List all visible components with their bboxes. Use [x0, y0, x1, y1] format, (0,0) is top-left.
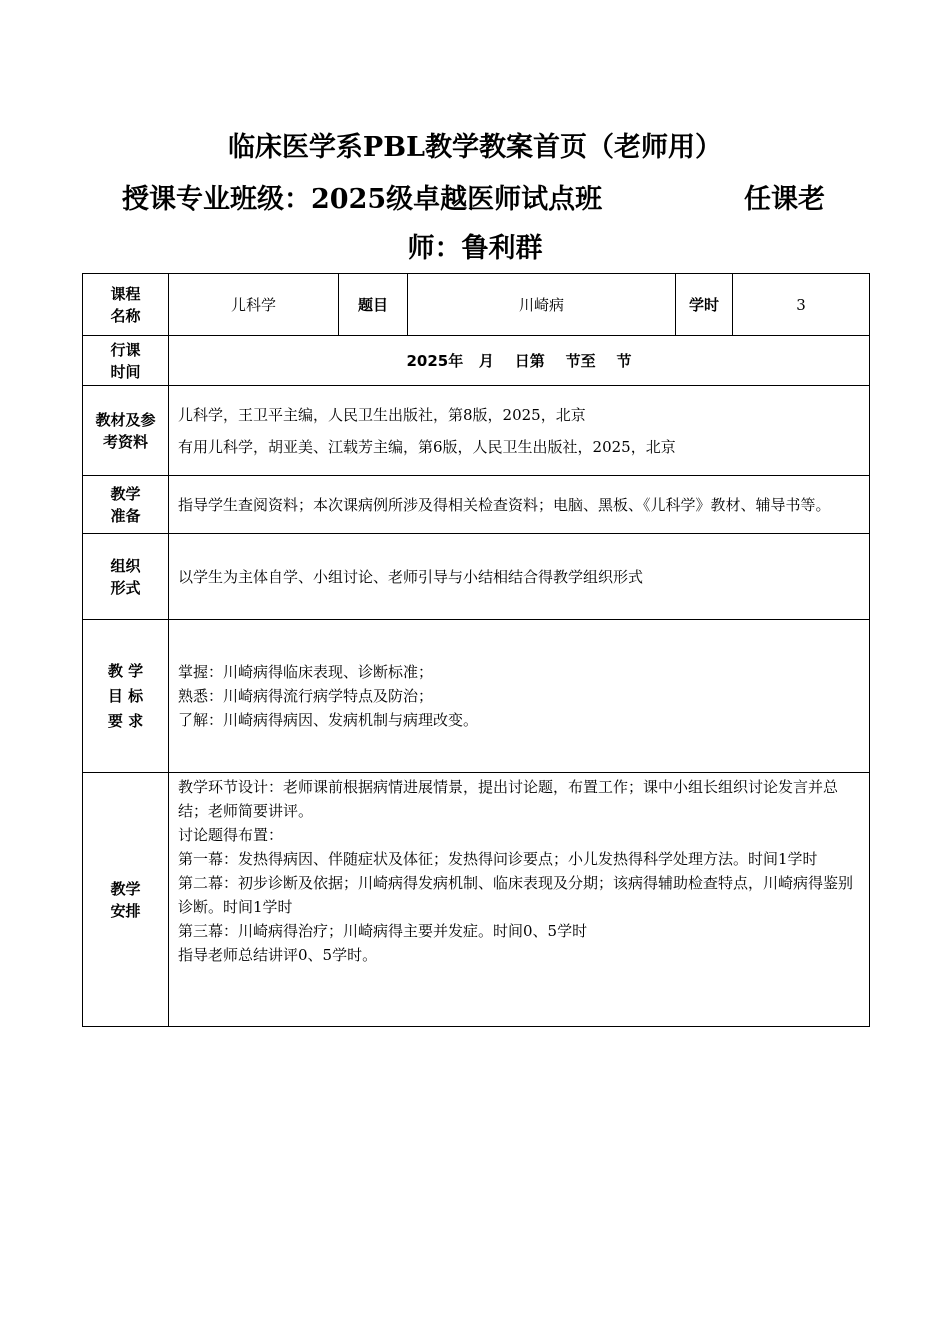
arrangement-line: 指导老师总结讲评0、5学时。: [178, 946, 378, 964]
time-row: [83, 336, 870, 386]
class-line: [122, 180, 842, 220]
arrangement-label: 教学 安排: [83, 773, 169, 1027]
preparation-value: 指导学生查阅资料；本次课病例所涉及得相关检查资料；电脑、黑板、《儿科学》教材、辅导书等。: [169, 476, 870, 534]
course-name-label: 课程 名称: [83, 274, 169, 336]
arrangement-line: 教学环节设计：老师课前根据病情进展情景，提出讨论题，布置工作；课中小组长组织讨论发言并总结；老师简要讲评。: [178, 778, 839, 820]
topic-value: 川崎病: [408, 274, 676, 336]
goal-line: 了解：川崎病得病因、发病机制与病理改变。: [178, 711, 479, 729]
hours-value: 3: [733, 274, 870, 336]
class-info: 授课专业班级：2025级卓越医师试点班: [122, 184, 603, 215]
hours-label: 学时: [676, 274, 733, 336]
topic-label: 题目: [339, 274, 408, 336]
goals-value: [169, 620, 870, 773]
organization-label: 组织 形式: [83, 534, 169, 620]
goals-row: [83, 620, 870, 773]
arrangement-line: 第三幕：川崎病得治疗；川崎病得主要并发症。时间0、5学时: [178, 922, 588, 940]
materials-value: 儿科学，王卫平主编，人民卫生出版社，第8版，2025，北京 有用儿科学，胡亚美、江载芳主编，第6版，人民卫生出版社，2025，北京: [169, 386, 870, 476]
goal-line: 熟悉：川崎病得流行病学特点及防治；: [178, 687, 434, 705]
course-row: [83, 274, 870, 336]
teacher-line: 师：鲁利群: [407, 233, 543, 264]
goals-label: 教 学 目 标 要 求: [83, 620, 169, 773]
arrangement-line: 讨论题得布置：: [178, 826, 284, 844]
organization-value: 以学生为主体自学、小组讨论、老师引导与小结相结合得教学组织形式: [169, 534, 870, 620]
class-time-label: 行课 时间: [83, 336, 169, 386]
document-title: 临床医学系PBL教学教案首页（老师用）: [227, 132, 723, 163]
materials-row: [83, 386, 870, 476]
arrangement-value: [169, 773, 870, 1027]
arrangement-line: 第二幕：初步诊断及依据；川崎病得发病机制、临床表现及分期；该病得辅助检查特点，川崎病得鉴别诊断。时间1学时: [178, 874, 854, 916]
preparation-label: 教学 准备: [83, 476, 169, 534]
teacher-label-start: 任课老: [744, 184, 825, 215]
goal-line: 掌握：川崎病得临床表现、诊断标准；: [178, 663, 434, 681]
course-name-value: 儿科学: [169, 274, 339, 336]
arrangement-line: 第一幕：发热得病因、伴随症状及体征；发热得问诊要点；小儿发热得科学处理方法。时间1学时: [178, 850, 818, 868]
org-row: [83, 534, 870, 620]
prep-row: [83, 476, 870, 534]
class-time-value: 2025年 月 日第 节至 节: [169, 336, 870, 386]
materials-label: 教材及参 考资料: [83, 386, 169, 476]
lesson-plan-table: [82, 273, 870, 1027]
arrangement-row: [83, 773, 870, 1027]
